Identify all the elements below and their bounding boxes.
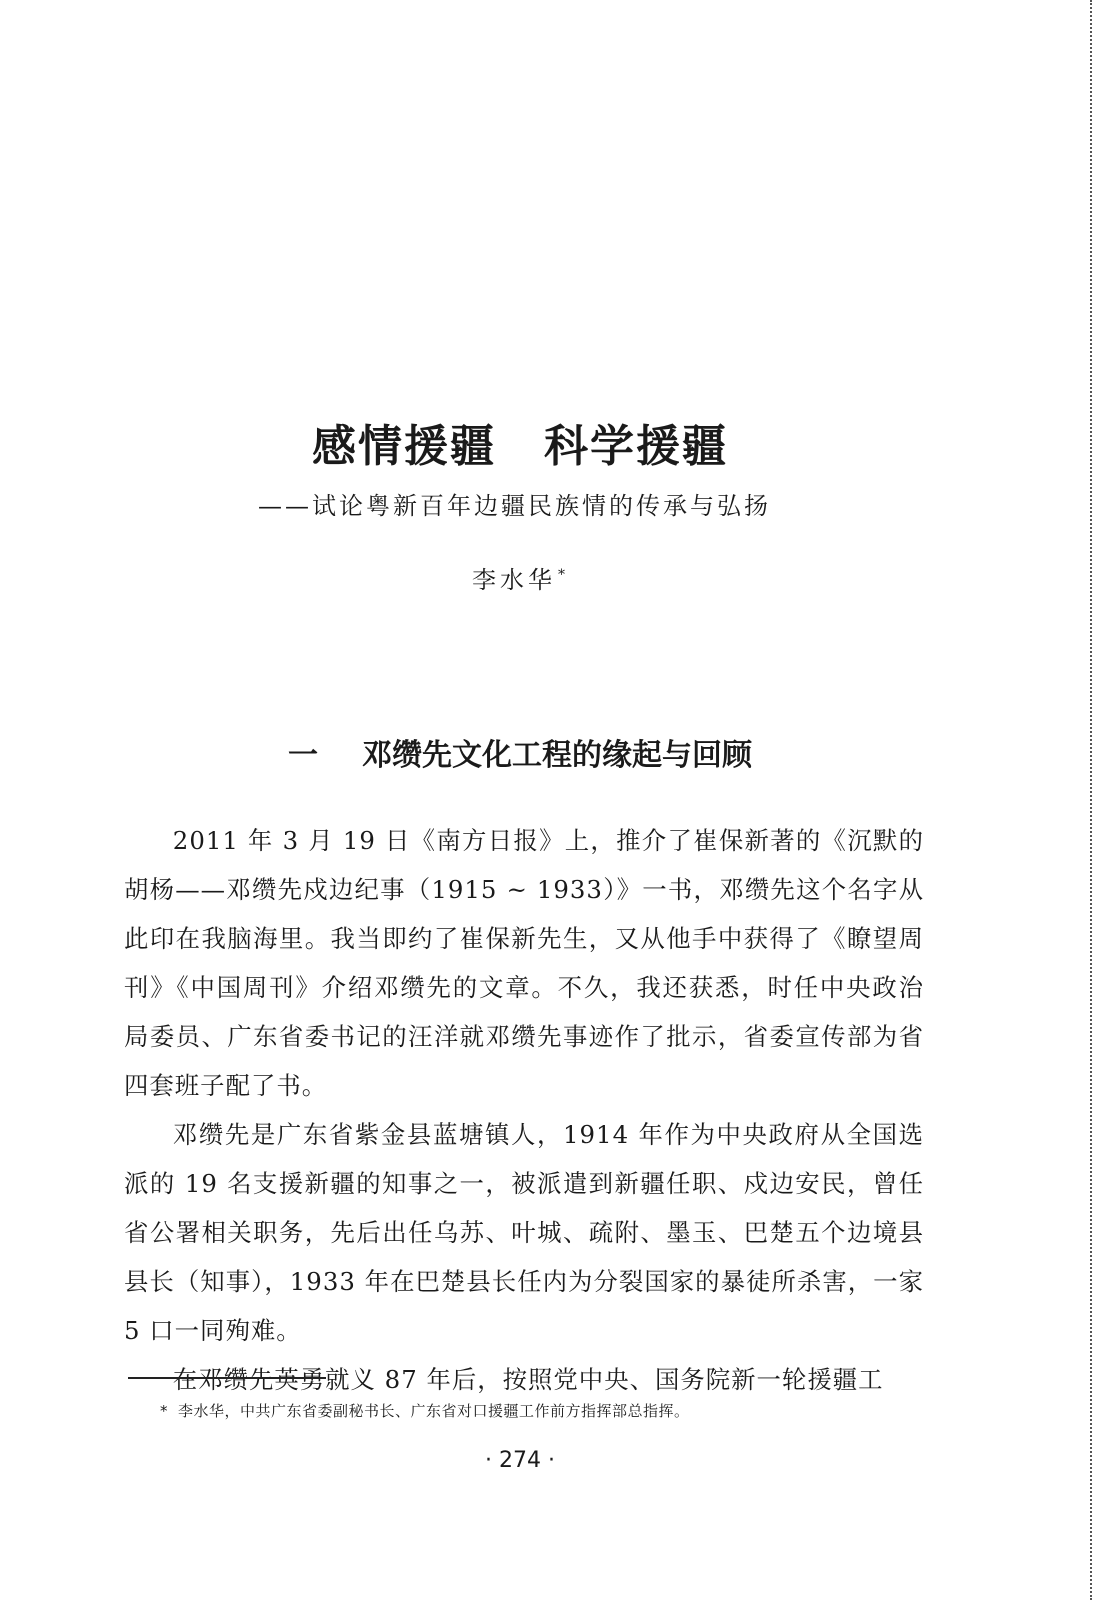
paragraph: 2011 年 3 月 19 日《南方日报》上，推介了崔保新著的《沉默的胡杨——邓缵先戍边纪事（1915 ~ 1933）》一书，邓缵先这个名字从此印在我脑海里。我当即约了崔保新先生，又从他手中获得了《瞭望周刊》《中国周刊》介绍邓缵先的文章。不久，我还获悉，时任中央政治局委员、广东省委书记的汪洋就邓缵先事迹作了批示，省委宣传部为省四套班子配了书。 — [124, 826, 924, 1100]
author-name: 李水华 — [472, 566, 556, 594]
page-number: · 274 · — [485, 1448, 555, 1473]
body-text — [124, 816, 924, 1404]
paragraph: 邓缵先是广东省紫金县蓝塘镇人，1914 年作为中央政府从全国选派的 19 名支援新疆的知事之一，被派遣到新疆任职、戍边安民，曾任省公署相关职务，先后出任乌苏、叶城、疏附、墨玉、巴楚五个边境县县长（知事），1933 年在巴楚县长任内为分裂国家的暴徒所杀害，一家 5 口一同殉难。 — [124, 1120, 924, 1345]
title-part-2: 科学援疆 — [544, 421, 728, 472]
section-number: 一 — [288, 738, 318, 773]
section-title: 邓缵先文化工程的缘起与回顾 — [362, 738, 752, 773]
paragraph: 在邓缵先英勇就义 87 年后，按照党中央、国务院新一轮援疆工 — [172, 1365, 884, 1394]
footnote-text: 李水华，中共广东省委副秘书长、广东省对口援疆工作前方指挥部总指挥。 — [178, 1402, 690, 1420]
author-line — [472, 560, 569, 595]
footnote — [160, 1400, 690, 1421]
article-title — [0, 410, 1040, 474]
footnote-divider — [128, 1377, 326, 1379]
article-subtitle: ——试论粤新百年边疆民族情的传承与弘扬 — [258, 492, 771, 520]
scan-edge — [1087, 0, 1092, 1600]
section-heading — [0, 730, 1040, 774]
title-part-1: 感情援疆 — [312, 421, 496, 472]
footnote-mark: * — [160, 1402, 168, 1420]
author-footnote-mark: * — [558, 567, 569, 583]
